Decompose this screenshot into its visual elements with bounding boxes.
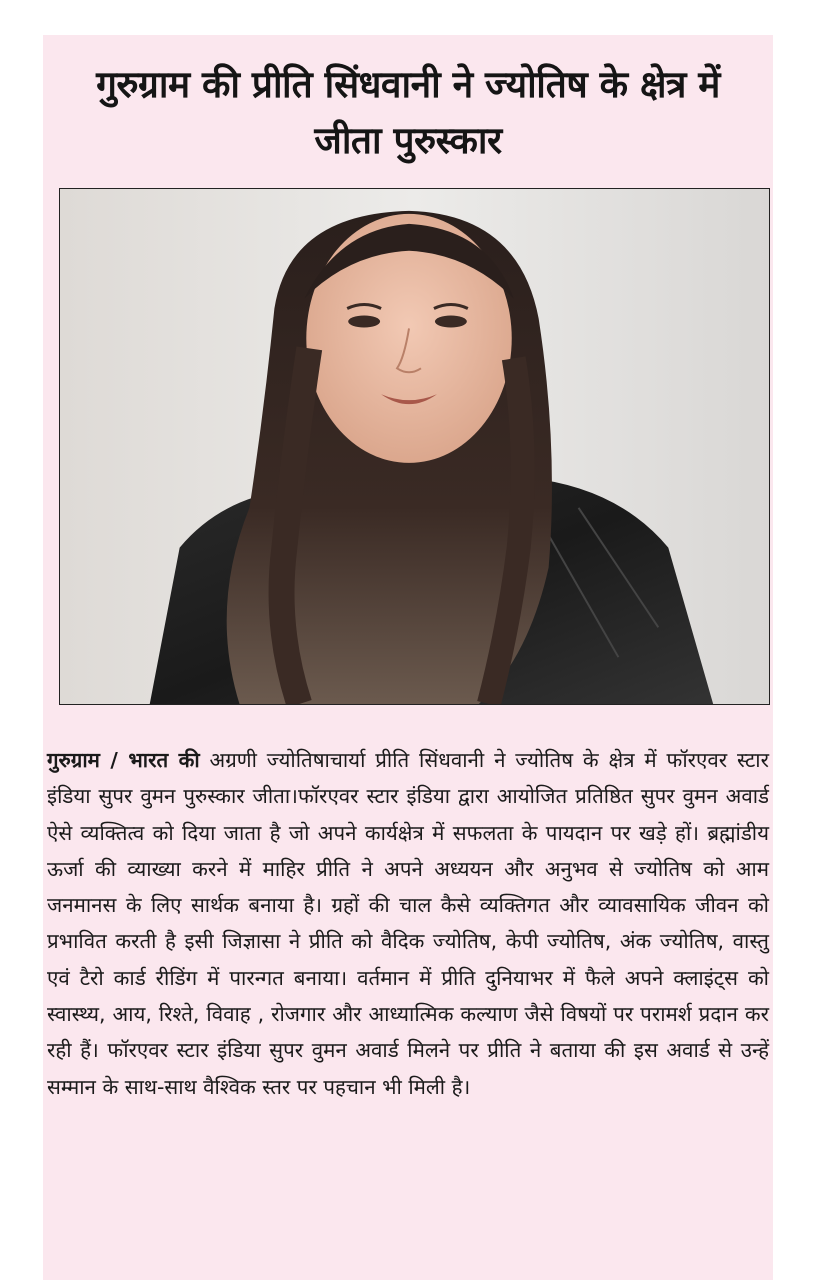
portrait-photo [59, 188, 770, 705]
portrait-illustration [60, 189, 769, 704]
news-clipping [43, 35, 773, 1280]
article-body [47, 742, 769, 1105]
dateline: गुरुग्राम / भारत की [47, 748, 200, 772]
headline [43, 57, 773, 169]
article-text: अग्रणी ज्योतिषाचार्या प्रीति सिंधवानी ने ज्योतिष के क्षेत्र में फॉरएवर स्टार इंडिया सुपर वुमन पुरुस्कार जीता।फॉरएवर स्टार इंडिया द्वारा आयोजित प्रतिष्ठित सुपर वुमन अवार्ड ऐसे व्यक्तित्व को दिया जाता है जो अपने कार्यक्षेत्र में सफलता के पायदान पर खड़े हों। ब्रह्मांडीय ऊर्जा की व्याख्या करने में माहिर प्रीति ने अपने अध्ययन और अनुभव से ज्योतिष को आम जनमानस के लिए सार्थक बनाया है। ग्रहों की चाल कैसे व्यक्तिगत और व्यावसायिक जीवन को प्रभावित करती है इसी जिज्ञासा ने प्रीति को वैदिक ज्योतिष, केपी ज्योतिष, अंक ज्योतिष, वास्तु एवं टैरो कार्ड रीडिंग में पारन्गत बनाया। वर्तमान में प्रीति दुनियाभर में फैले अपने क्लाइंट्स को स्वास्थ्य, आय, रिश्ते, विवाह , रोजगार और आध्यात्मिक कल्याण जैसे विषयों पर परामर्श प्रदान कर रही हैं। फॉरएवर स्टार इंडिया सुपर वुमन अवार्ड मिलने पर प्रीति ने बताया की इस अवार्ड से उन्हें सम्मान के साथ-साथ वैश्विक स्तर पर पहचान भी मिली है। [47, 748, 769, 1099]
headline-line-1: गुरुग्राम की प्रीति सिंधवानी ने ज्योतिष के क्षेत्र में [96, 63, 720, 106]
headline-line-2: जीता पुरुस्कार [314, 119, 502, 162]
